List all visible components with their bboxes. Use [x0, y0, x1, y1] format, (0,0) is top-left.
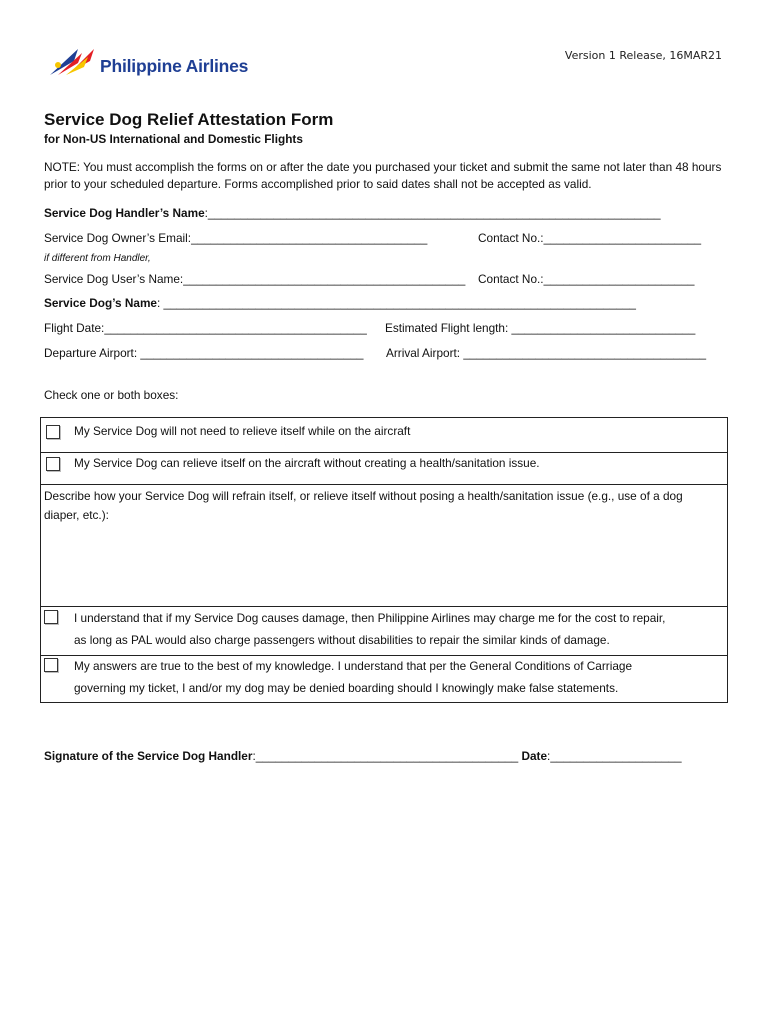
- signature-label: Signature of the Service Dog Handler: [44, 749, 253, 763]
- ack2-line2: governing my ticket, I and/or my dog may be denied boarding should I knowingly make false statements.: [74, 681, 619, 695]
- divider: [40, 484, 728, 485]
- pal-wing-icon: [48, 47, 96, 77]
- handler-name-label: Service Dog Handler’s Name: [44, 206, 205, 220]
- version-label: Version 1 Release, 16MAR21: [564, 49, 722, 62]
- form-subtitle: for Non-US International and Domestic Flights: [44, 132, 303, 146]
- owner-contact-label: Contact No.:________________________: [478, 231, 702, 245]
- ack2-line1: My answers are true to the best of my knowledge. I understand that per the General Conditions of Carriage: [74, 659, 633, 673]
- handler-name-blank: :_____________________________________________________________________: [204, 206, 661, 220]
- arrival-airport-field[interactable]: [386, 346, 706, 360]
- philippine-airlines-logo: [48, 46, 248, 77]
- ack1-checkbox[interactable]: [44, 610, 58, 624]
- dog-name-label: Service Dog’s Name: [44, 296, 157, 310]
- option2-label: My Service Dog can relieve itself on the aircraft without creating a health/sanitation issue.: [74, 456, 540, 470]
- describe-textarea[interactable]: [41, 525, 727, 605]
- flight-date-label: Flight Date:________________________________________: [44, 321, 367, 335]
- form-title: Service Dog Relief Attestation Form: [44, 110, 334, 129]
- ack1-line1: I understand that if my Service Dog causes damage, then Philippine Airlines may charge me for the cost to repair,: [74, 611, 666, 625]
- signature-blank: :________________________________________: [252, 749, 519, 763]
- owner-contact-field[interactable]: [478, 231, 701, 245]
- option1-checkbox[interactable]: [46, 425, 60, 439]
- describe-prompt: Describe how your Service Dog will refrain itself, or relieve itself without posing a health/sanitation issue (e.g., use of a dog diaper, etc.):: [44, 489, 683, 522]
- dog-name-field[interactable]: [44, 296, 636, 310]
- user-contact-label: Contact No.:_______________________: [478, 272, 695, 286]
- owner-email-label: Service Dog Owner’s Email:____________________________________: [44, 231, 428, 245]
- flight-date-field[interactable]: [44, 321, 367, 335]
- form-note: NOTE: You must accomplish the forms on or after the date you purchased your ticket and submit the same not later than 48 hours prior to your scheduled departure. Forms accomplished prior to said dates shall not be accepted as valid.: [44, 160, 722, 191]
- user-name-label: Service Dog User’s Name:___________________________________________: [44, 272, 466, 286]
- brand-name: Philippine Airlines: [100, 56, 249, 76]
- dog-name-blank: : ________________________________________________________________________: [157, 296, 636, 310]
- departure-airport-label: Departure Airport: __________________________________: [44, 346, 364, 360]
- ack1-line2: as long as PAL would also charge passengers without disabilities to repair the similar kinds of damage.: [74, 633, 610, 647]
- departure-airport-field[interactable]: [44, 346, 363, 360]
- date-blank: :____________________: [547, 749, 682, 763]
- flight-length-label: Estimated Flight length: ____________________________: [385, 321, 696, 335]
- flight-length-field[interactable]: [385, 321, 695, 335]
- option1-label: My Service Dog will not need to relieve itself while on the aircraft: [74, 424, 411, 438]
- ack2-checkbox[interactable]: [44, 658, 58, 672]
- owner-email-field[interactable]: [44, 231, 427, 245]
- arrival-airport-label: Arrival Airport: _____________________________________: [386, 346, 707, 360]
- user-contact-field[interactable]: [478, 272, 694, 286]
- signature-field[interactable]: [44, 749, 682, 763]
- date-label: Date: [521, 749, 548, 763]
- check-instruction: Check one or both boxes:: [44, 388, 179, 402]
- handler-name-field[interactable]: [44, 206, 661, 220]
- user-name-field[interactable]: [44, 272, 465, 286]
- option2-checkbox[interactable]: [46, 457, 60, 471]
- if-different-note: if different from Handler,: [44, 253, 151, 264]
